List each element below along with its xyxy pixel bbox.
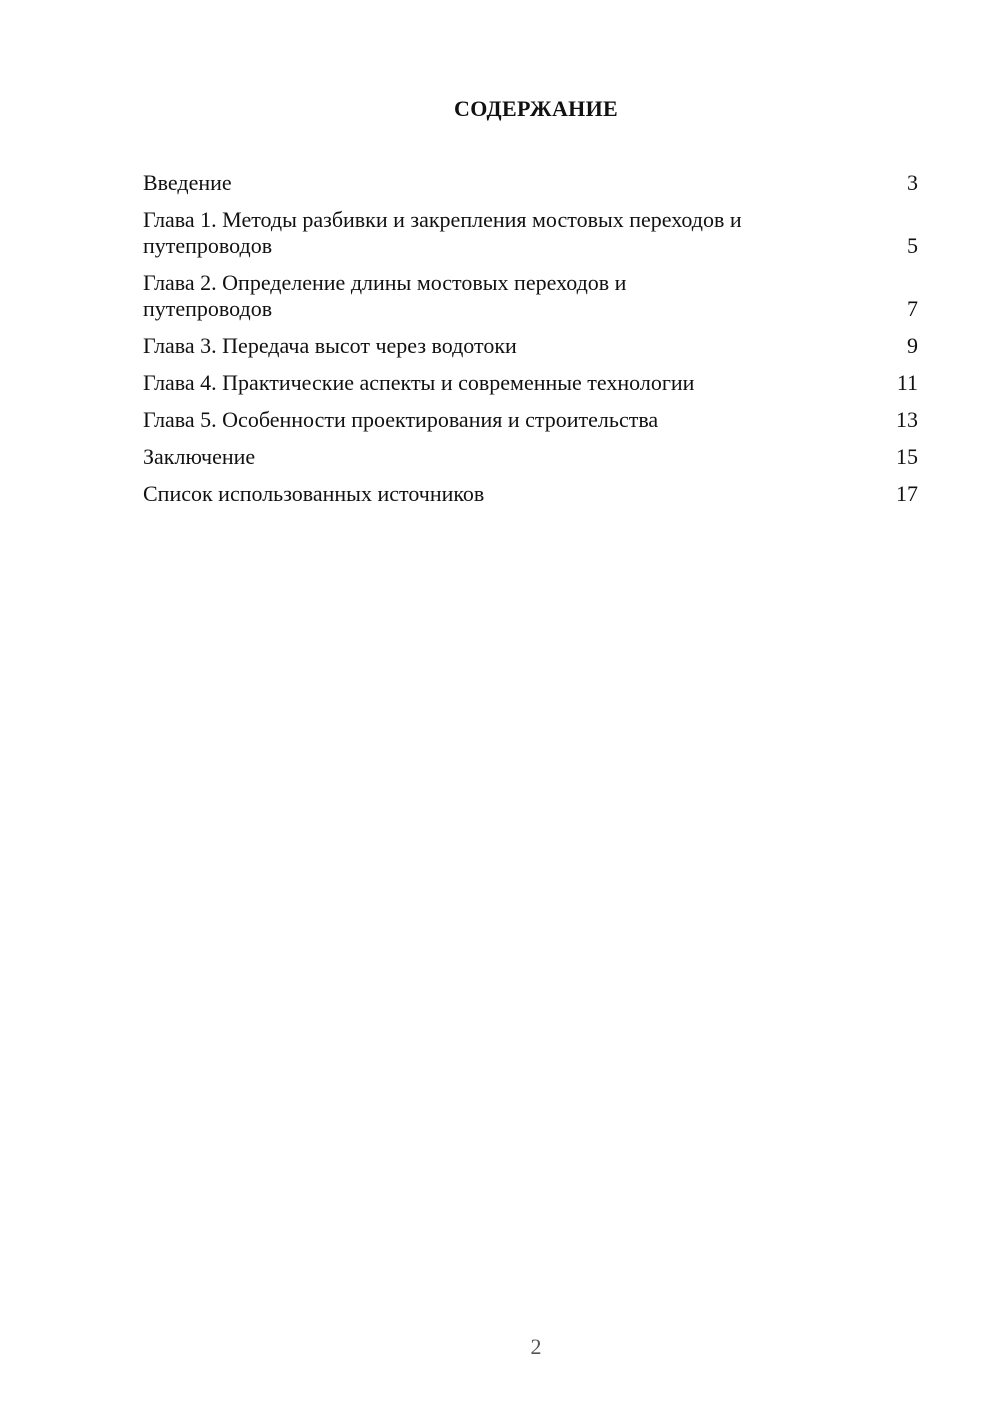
toc-entry-chapter-2 — [143, 270, 918, 322]
toc-entry-title: Глава 2. Определение длины мостовых переходов и путепроводов — [143, 270, 627, 321]
toc-entry-page: 3 — [907, 170, 918, 195]
toc-entry-conclusion — [143, 444, 918, 470]
page-number: 2 — [530, 1334, 542, 1359]
toc-entry-page: 17 — [896, 481, 918, 506]
toc-entry-title: Введение — [143, 170, 232, 195]
toc-entry-title: Глава 4. Практические аспекты и современные технологии — [143, 370, 695, 395]
toc-entry-introduction — [143, 170, 918, 196]
toc-entry-references — [143, 481, 918, 507]
toc-entry-chapter-1 — [143, 207, 918, 259]
toc-entry-page: 5 — [907, 233, 918, 258]
toc-entry-page: 15 — [896, 444, 918, 469]
page-title: СОДЕРЖАНИЕ — [454, 96, 618, 121]
toc-entry-page: 11 — [896, 370, 918, 395]
toc-entry-title: Заключение — [143, 444, 256, 469]
toc-entry-page: 7 — [907, 296, 918, 321]
toc-entry-chapter-3 — [143, 333, 918, 359]
toc-entry-chapter-4 — [143, 370, 918, 396]
toc-entry-chapter-5 — [143, 407, 918, 433]
table-of-contents — [143, 170, 918, 518]
toc-entry-title: Список использованных источников — [143, 481, 485, 506]
toc-entry-title: Глава 3. Передача высот через водотоки — [143, 333, 517, 358]
toc-entry-page: 9 — [907, 333, 918, 358]
toc-entry-title: Глава 1. Методы разбивки и закрепления мостовых переходов и путепроводов — [143, 207, 742, 258]
toc-entry-page: 13 — [896, 407, 918, 432]
toc-entry-title: Глава 5. Особенности проектирования и строительства — [143, 407, 659, 432]
